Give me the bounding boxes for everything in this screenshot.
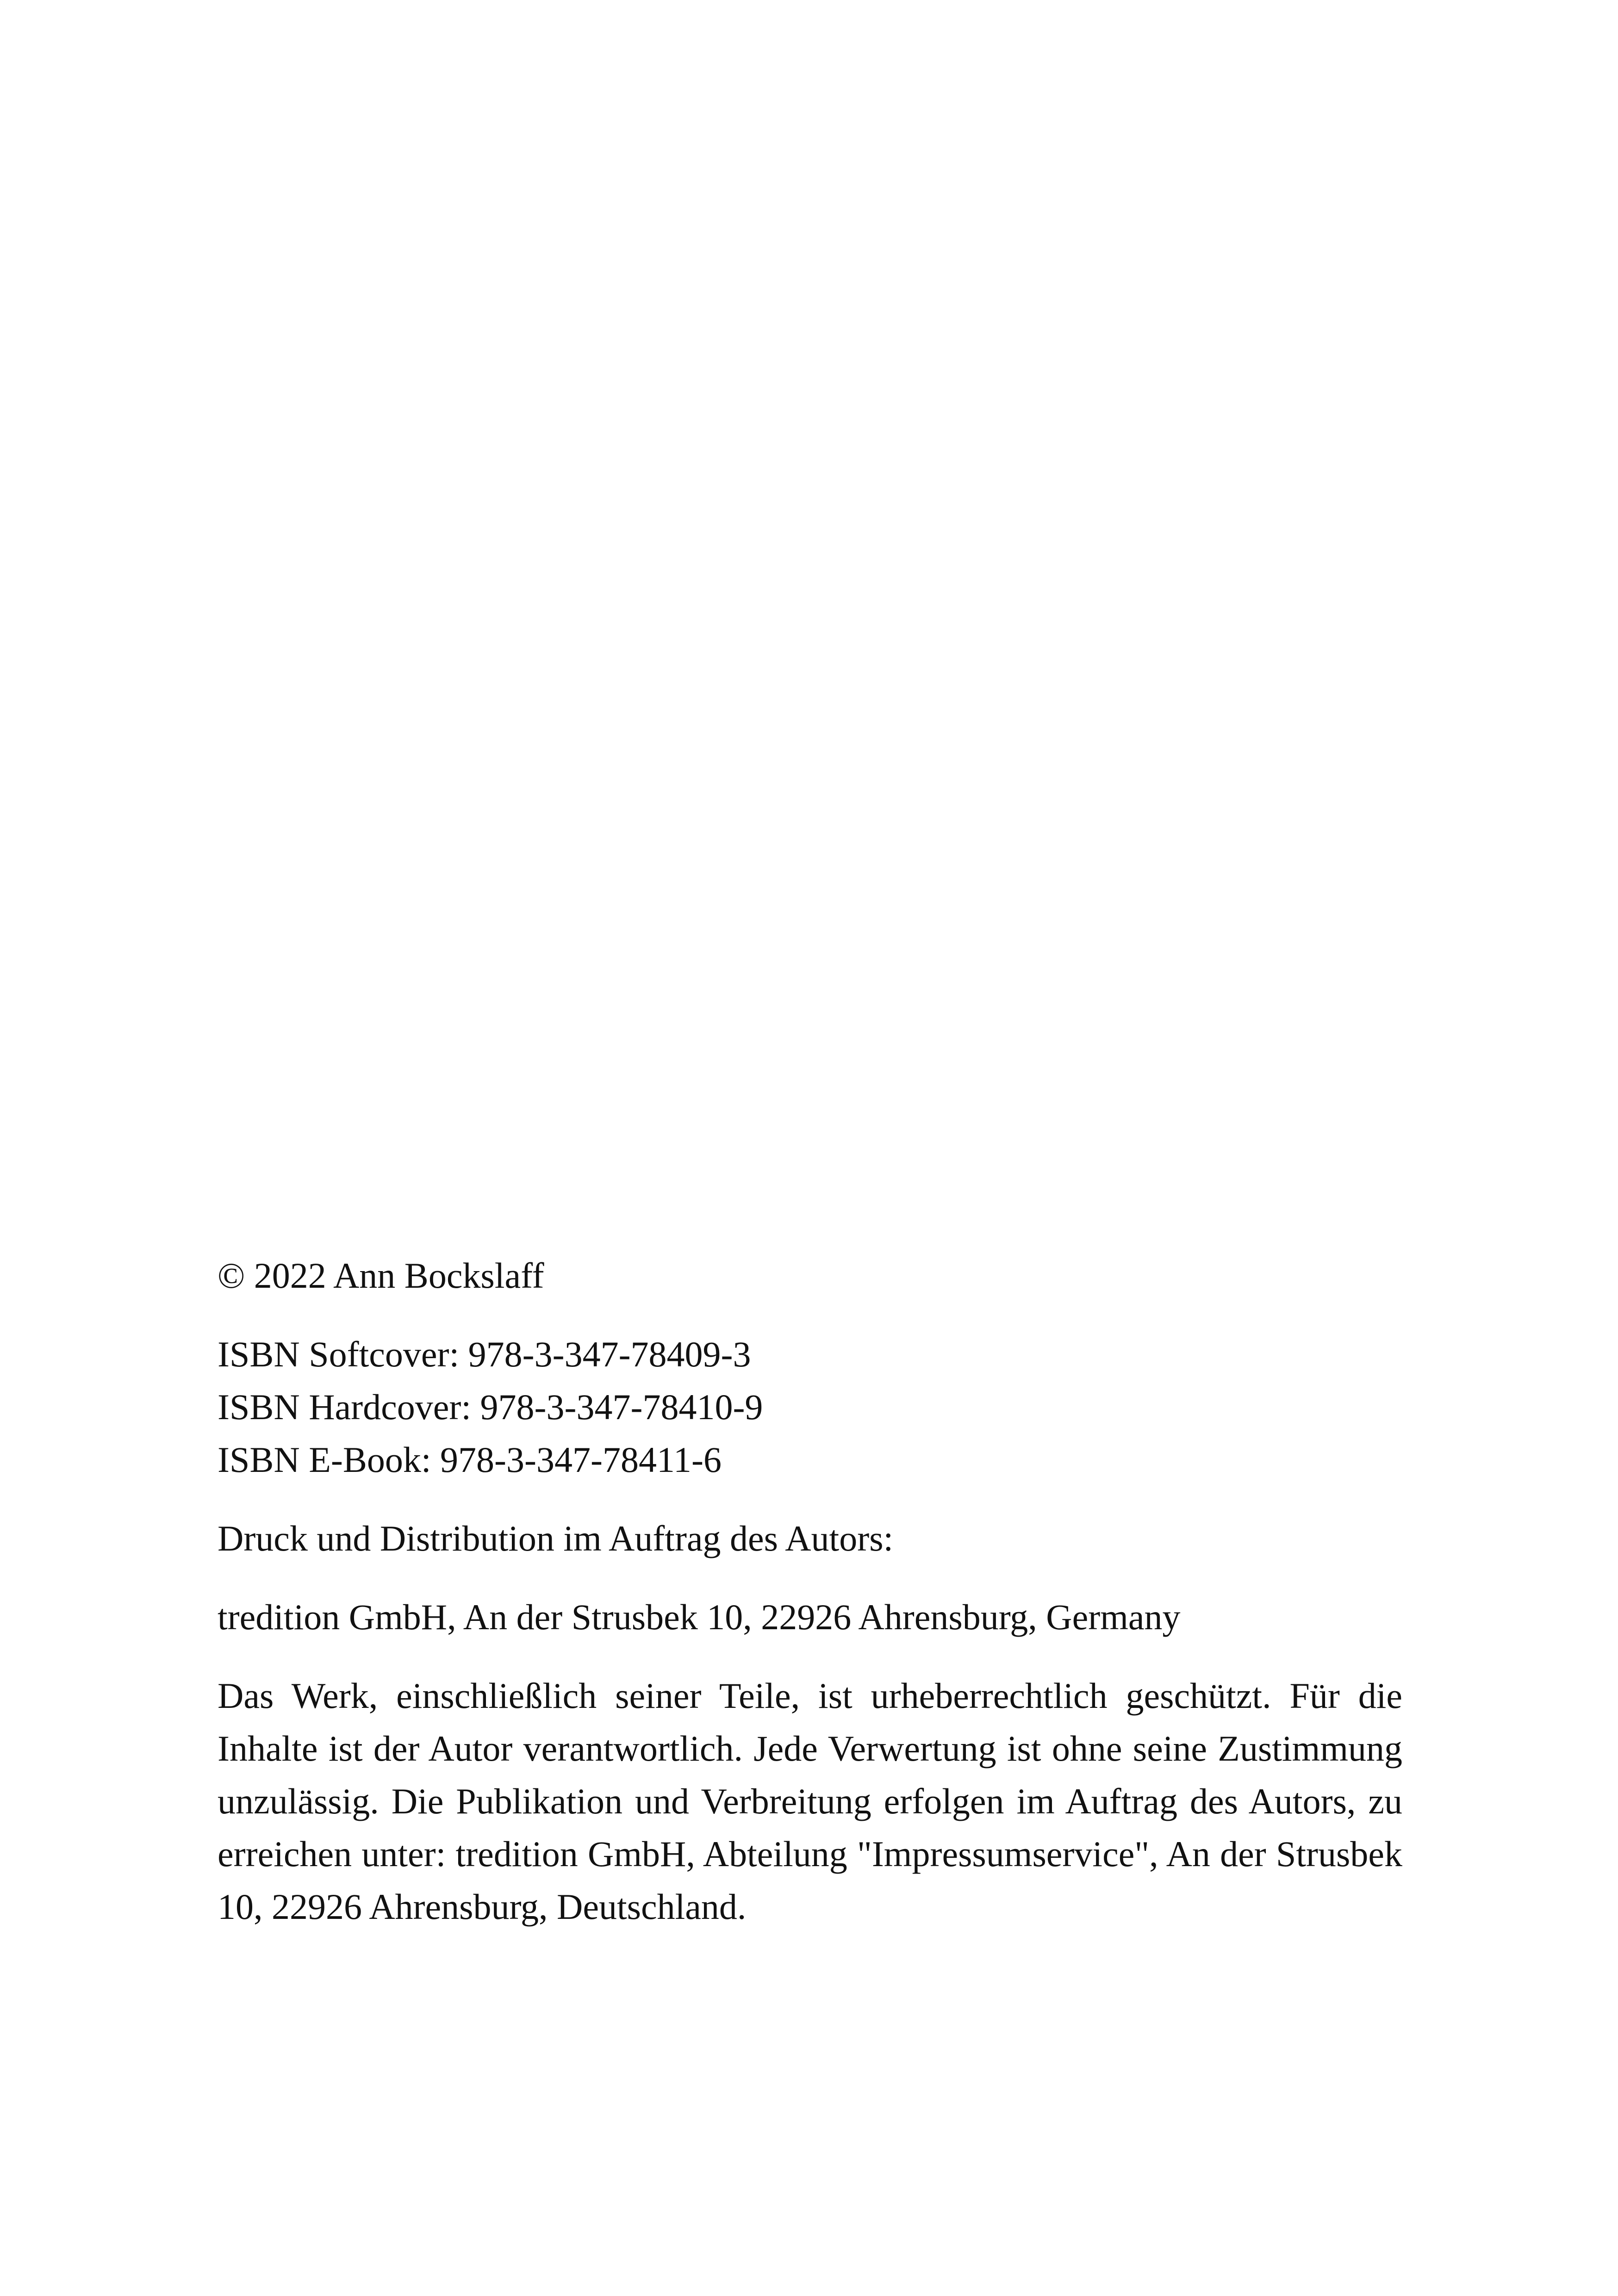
copyright-line: © 2022 Ann Bockslaff bbox=[218, 1255, 544, 1296]
legal-notice: Das Werk, einschließlich seiner Teile, ist urheberrechtlich geschützt. Für die Inhalte ist der Autor verantwortlich. Jede Verwertung ist ohne seine Zustimmung unzulässig. Die Publikation und Verbreitung erfolgen im Auftrag des Autors, zu erreichen unter: tredition GmbH, Abteilung "Impressumservice", An der Strusbek 10, 22926 Ahrensburg, Deutschland. bbox=[218, 1675, 1402, 1927]
distribution-line: Druck und Distribution im Auftrag des Autors: bbox=[218, 1518, 894, 1558]
isbn-ebook: ISBN E-Book: 978-3-347-78411-6 bbox=[218, 1440, 722, 1480]
imprint-section bbox=[218, 1249, 1402, 1959]
publisher-address: tredition GmbH, An der Strusbek 10, 22926 Ahrensburg, Germany bbox=[218, 1597, 1181, 1637]
isbn-list bbox=[218, 1328, 1402, 1486]
isbn-hardcover: ISBN Hardcover: 978-3-347-78410-9 bbox=[218, 1387, 763, 1427]
isbn-softcover: ISBN Softcover: 978-3-347-78409-3 bbox=[218, 1334, 751, 1374]
